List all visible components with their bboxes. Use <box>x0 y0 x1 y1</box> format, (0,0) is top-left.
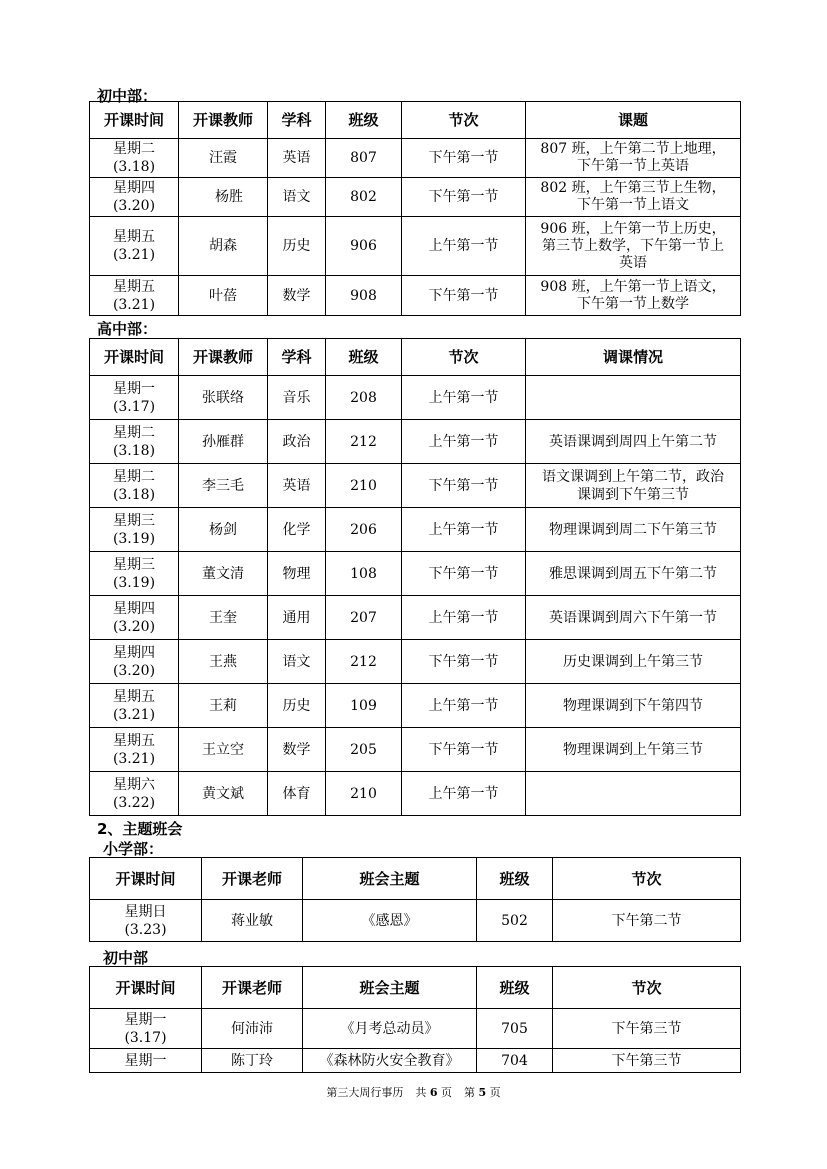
junior-lesson-table <box>89 101 741 316</box>
class-cell: 210 <box>326 464 402 508</box>
column-header: 节次 <box>402 339 526 376</box>
column-header: 开课时间 <box>90 339 179 376</box>
footer-current <box>464 1086 501 1099</box>
subject-cell: 数学 <box>268 728 326 772</box>
theme-cell: 《感恩》 <box>303 900 477 942</box>
teacher-cell: 王莉 <box>179 684 268 728</box>
column-header: 学科 <box>268 102 326 139</box>
subject-cell: 数学 <box>268 276 326 316</box>
table-header-row <box>90 967 741 1009</box>
date: (3.20) <box>112 662 156 679</box>
footer-total-prefix: 共 <box>415 1086 427 1099</box>
teacher-cell: 汪霞 <box>179 139 268 178</box>
date: (3.21) <box>112 247 156 263</box>
class-cell: 802 <box>326 178 402 217</box>
date-cell <box>90 900 202 942</box>
topic-line: 908 班，上午第一节上语文， <box>540 278 726 295</box>
date-cell <box>90 508 179 552</box>
date: (3.21) <box>112 706 156 723</box>
class-cell: 705 <box>477 1009 553 1049</box>
class-cell: 807 <box>326 139 402 178</box>
period-cell: 下午第三节 <box>553 1049 741 1073</box>
table-header-row <box>90 858 741 900</box>
column-header: 开课教师 <box>179 339 268 376</box>
teacher-cell: 孙雁群 <box>179 420 268 464</box>
teacher-cell: 王立空 <box>179 728 268 772</box>
column-header: 开课教师 <box>179 102 268 139</box>
footer-title: 第三大周行事历 <box>326 1086 404 1099</box>
date: (3.21) <box>112 750 156 767</box>
teacher-cell: 蒋业敏 <box>202 900 303 942</box>
date-cell <box>90 464 179 508</box>
column-header: 开课老师 <box>202 858 303 900</box>
footer-current-page: 5 <box>478 1086 487 1099</box>
column-header: 班级 <box>477 967 553 1009</box>
date: (3.23) <box>124 921 167 938</box>
period-cell: 上午第一节 <box>402 376 526 420</box>
page-footer <box>0 1084 827 1100</box>
topic-line: 下午第一节上语文 <box>577 197 689 213</box>
period-cell: 下午第一节 <box>402 139 526 178</box>
date-cell <box>90 217 179 276</box>
table-row <box>90 508 741 552</box>
period-cell: 下午第三节 <box>553 1009 741 1049</box>
weekday: 星期六 <box>113 776 155 793</box>
column-header: 班级 <box>326 102 402 139</box>
weekday: 星期四 <box>113 600 155 617</box>
class-cell: 206 <box>326 508 402 552</box>
topic-line: 807 班，上午第二节上地理， <box>540 141 726 157</box>
class-cell: 906 <box>326 217 402 276</box>
footer-current-unit: 页 <box>489 1086 501 1099</box>
table-row <box>90 376 741 420</box>
teacher-cell: 董文清 <box>179 552 268 596</box>
teacher-cell: 王奎 <box>179 596 268 640</box>
table-row <box>90 420 741 464</box>
date-cell <box>90 420 179 464</box>
class-cell: 109 <box>326 684 402 728</box>
topic-cell <box>526 276 741 316</box>
class-cell: 212 <box>326 640 402 684</box>
note-cell <box>526 464 741 508</box>
note-cell <box>526 376 741 420</box>
note-cell: 历史课调到上午第三节 <box>526 640 741 684</box>
column-header: 课题 <box>526 102 741 139</box>
date-cell <box>90 684 179 728</box>
column-header: 开课时间 <box>90 967 202 1009</box>
topic-cell <box>526 139 741 178</box>
period-cell: 下午第一节 <box>402 276 526 316</box>
table-row <box>90 552 741 596</box>
teacher-cell: 何沛沛 <box>202 1009 303 1049</box>
subject-cell: 化学 <box>268 508 326 552</box>
date-cell <box>90 1009 202 1049</box>
column-header: 学科 <box>268 339 326 376</box>
column-header: 节次 <box>553 858 741 900</box>
footer-total <box>415 1086 452 1099</box>
subject-cell: 物理 <box>268 552 326 596</box>
table-row <box>90 276 741 316</box>
teacher-cell: 杨胜 <box>179 178 268 217</box>
table-row <box>90 217 741 276</box>
date: (3.17) <box>112 398 156 415</box>
subject-cell: 语文 <box>268 178 326 217</box>
date-cell <box>90 376 179 420</box>
weekday: 星期三 <box>113 512 155 529</box>
class-cell: 207 <box>326 596 402 640</box>
weekday: 星期一 <box>113 380 155 397</box>
junior-section-label: 初中部： <box>97 87 158 105</box>
weekday: 星期四 <box>113 644 155 661</box>
weekday: 星期四 <box>113 180 155 196</box>
primary-section-label: 小学部： <box>103 840 164 858</box>
weekday: 星期五 <box>113 688 155 705</box>
subject-cell: 历史 <box>268 684 326 728</box>
topic-line: 下午第一节上英语 <box>577 158 689 174</box>
note-cell: 物理课调到上午第三节 <box>526 728 741 772</box>
date: (3.20) <box>112 618 156 635</box>
column-header: 调课情况 <box>526 339 741 376</box>
class-cell: 208 <box>326 376 402 420</box>
weekday: 星期二 <box>113 424 155 441</box>
date-cell <box>90 276 179 316</box>
topic-line: 英语 <box>619 254 647 271</box>
period-cell: 上午第一节 <box>402 420 526 464</box>
class-cell: 108 <box>326 552 402 596</box>
note-cell: 英语课调到周六下午第一节 <box>526 596 741 640</box>
date: (3.18) <box>112 159 156 175</box>
period-cell: 下午第一节 <box>402 640 526 684</box>
table-row <box>90 640 741 684</box>
weekday: 星期二 <box>113 141 155 157</box>
date: (3.18) <box>112 442 156 459</box>
note-cell: 物理课调到下午第四节 <box>526 684 741 728</box>
class-cell: 210 <box>326 772 402 816</box>
date: (3.20) <box>112 198 156 214</box>
subject-cell: 政治 <box>268 420 326 464</box>
weekday: 星期一 <box>124 1011 167 1028</box>
topic-line: 906 班，上午第一节上历史， <box>540 220 726 237</box>
date-cell <box>90 178 179 217</box>
date-cell <box>90 728 179 772</box>
subject-cell: 语文 <box>268 640 326 684</box>
teacher-cell: 胡森 <box>179 217 268 276</box>
table-header-row <box>90 102 741 139</box>
table-row <box>90 900 741 942</box>
date: (3.18) <box>112 486 156 503</box>
period-cell: 上午第一节 <box>402 684 526 728</box>
column-header: 班级 <box>326 339 402 376</box>
table-row <box>90 1049 741 1073</box>
table-row <box>90 684 741 728</box>
subject-cell: 体育 <box>268 772 326 816</box>
subject-cell: 英语 <box>268 464 326 508</box>
date-cell: 星期一 <box>90 1049 202 1073</box>
theme-cell: 《森林防火安全教育》 <box>303 1049 477 1073</box>
date-cell <box>90 552 179 596</box>
topic-line: 下午第一节上数学 <box>577 295 689 312</box>
teacher-cell: 黄文斌 <box>179 772 268 816</box>
period-cell: 上午第一节 <box>402 596 526 640</box>
column-header: 开课时间 <box>90 102 179 139</box>
weekday: 星期二 <box>113 468 155 485</box>
class-cell: 212 <box>326 420 402 464</box>
teacher-cell: 王燕 <box>179 640 268 684</box>
table-row <box>90 139 741 178</box>
table-header-row <box>90 339 741 376</box>
primary-meeting-table <box>89 857 741 942</box>
note-line: 语文课调到上午第二节，政治 <box>542 468 724 485</box>
teacher-cell: 叶蓓 <box>179 276 268 316</box>
table-row <box>90 728 741 772</box>
note-cell <box>526 772 741 816</box>
table-row <box>90 596 741 640</box>
weekday: 星期三 <box>113 556 155 573</box>
junior-meeting-table <box>89 966 741 1073</box>
note-cell: 英语课调到周四上午第二节 <box>526 420 741 464</box>
footer-current-prefix: 第 <box>464 1086 475 1099</box>
column-header: 节次 <box>402 102 526 139</box>
column-header: 班级 <box>477 858 553 900</box>
period-cell: 下午第一节 <box>402 728 526 772</box>
period-cell: 上午第一节 <box>402 217 526 276</box>
table-row <box>90 464 741 508</box>
column-header: 班会主题 <box>303 858 477 900</box>
period-cell: 上午第一节 <box>402 772 526 816</box>
footer-total-unit: 页 <box>441 1086 452 1099</box>
period-cell: 下午第一节 <box>402 464 526 508</box>
topic-line: 802 班，上午第三节上生物， <box>540 180 726 196</box>
column-header: 开课时间 <box>90 858 202 900</box>
date: (3.19) <box>112 574 156 591</box>
date-cell <box>90 139 179 178</box>
subject-cell: 英语 <box>268 139 326 178</box>
note-cell: 物理课调到周二下午第三节 <box>526 508 741 552</box>
date: (3.22) <box>112 794 156 811</box>
class-cell: 908 <box>326 276 402 316</box>
weekday: 星期五 <box>113 278 155 295</box>
footer-total-pages: 6 <box>429 1086 438 1099</box>
weekday: 星期五 <box>113 732 155 749</box>
class-cell: 502 <box>477 900 553 942</box>
teacher-cell: 张联络 <box>179 376 268 420</box>
weekday: 星期五 <box>113 229 155 245</box>
class-cell: 205 <box>326 728 402 772</box>
note-cell: 雅思课调到周五下午第二节 <box>526 552 741 596</box>
column-header: 开课老师 <box>202 967 303 1009</box>
period-cell: 下午第二节 <box>553 900 741 942</box>
theme-meeting-heading: 2、主题班会 <box>97 820 183 838</box>
period-cell: 下午第一节 <box>402 178 526 217</box>
topic-cell <box>526 178 741 217</box>
topic-cell <box>526 217 741 276</box>
date: (3.17) <box>124 1029 167 1046</box>
weekday: 星期日 <box>124 903 167 920</box>
topic-line: 第三节上数学，下午第一节上 <box>542 237 724 254</box>
period-cell: 上午第一节 <box>402 508 526 552</box>
subject-cell: 通用 <box>268 596 326 640</box>
subject-cell: 音乐 <box>268 376 326 420</box>
date-cell <box>90 640 179 684</box>
column-header: 班会主题 <box>303 967 477 1009</box>
note-line: 课调到下午第三节 <box>577 486 689 503</box>
junior-meeting-section-label: 初中部 <box>103 949 149 967</box>
table-row <box>90 772 741 816</box>
class-cell: 704 <box>477 1049 553 1073</box>
column-header: 节次 <box>553 967 741 1009</box>
senior-section-label: 高中部： <box>97 320 158 338</box>
date: (3.21) <box>112 296 156 313</box>
period-cell: 下午第一节 <box>402 552 526 596</box>
theme-cell: 《月考总动员》 <box>303 1009 477 1049</box>
date-cell <box>90 596 179 640</box>
senior-lesson-table <box>89 338 741 816</box>
teacher-cell: 李三毛 <box>179 464 268 508</box>
table-row <box>90 178 741 217</box>
subject-cell: 历史 <box>268 217 326 276</box>
table-row <box>90 1009 741 1049</box>
date-cell <box>90 772 179 816</box>
date: (3.19) <box>112 530 156 547</box>
teacher-cell: 陈丁玲 <box>202 1049 303 1073</box>
teacher-cell: 杨剑 <box>179 508 268 552</box>
